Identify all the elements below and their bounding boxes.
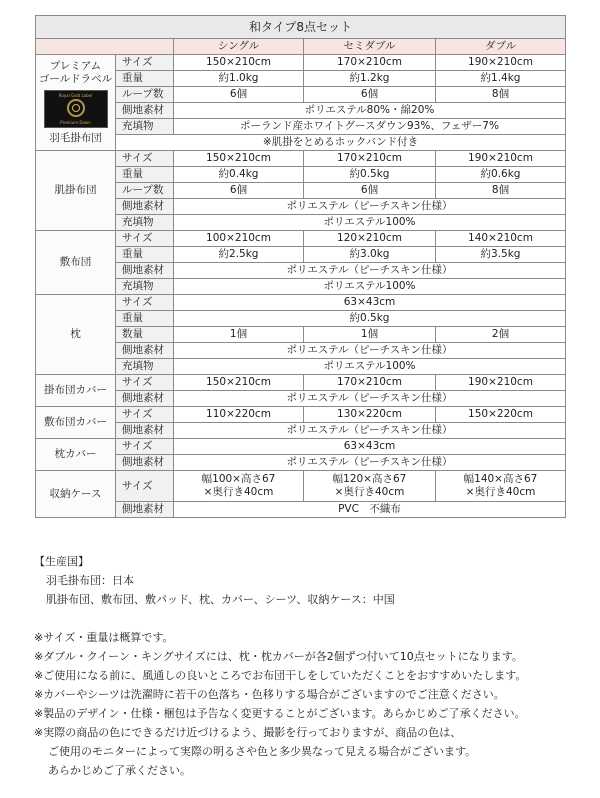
origin-line: 肌掛布団、敷布団、敷パッド、枕、カバー、シーツ、収納ケース：中国: [46, 593, 395, 606]
spec-value: 150×210cm: [174, 55, 304, 71]
category-cell: 敷布団: [36, 231, 116, 295]
header-blank: [36, 39, 174, 55]
spec-value-line: 幅100×高さ67: [201, 473, 276, 485]
notes: [34, 552, 594, 780]
category-label: 羽毛掛布団: [49, 132, 102, 144]
attribute-label: 側地素材: [116, 103, 174, 119]
attribute-label: サイズ: [116, 439, 174, 455]
note-line: あらかじめご了承ください。: [48, 764, 191, 777]
spec-value: 6個: [304, 87, 436, 103]
spec-value: 1個: [304, 327, 436, 343]
attribute-label: サイズ: [116, 471, 174, 502]
category-label: ゴールドラベル: [38, 73, 113, 85]
attribute-label: サイズ: [116, 407, 174, 423]
note-line: ご使用のモニターによって実際の明るさや色と多少異なって見える場合がございます。: [48, 745, 477, 758]
attribute-label: サイズ: [116, 231, 174, 247]
spec-value: 8個: [436, 87, 566, 103]
attribute-label: 充填物: [116, 119, 174, 135]
spec-value: 170×210cm: [304, 55, 436, 71]
category-cell: 肌掛布団: [36, 151, 116, 231]
attribute-label: 側地素材: [116, 423, 174, 439]
spec-value: PVC 不織布: [174, 502, 566, 518]
spec-value-line: 幅120×高さ67: [332, 473, 407, 485]
spec-value: 150×220cm: [436, 407, 566, 423]
category-cell: 枕: [36, 295, 116, 375]
spec-value: 約2.5kg: [174, 247, 304, 263]
attribute-label: 重量: [116, 311, 174, 327]
spec-value: 140×210cm: [436, 231, 566, 247]
attribute-label: 充填物: [116, 279, 174, 295]
attribute-label: サイズ: [116, 295, 174, 311]
spec-value: ポリエステル100%: [174, 279, 566, 295]
category-cell: 枕カバー: [36, 439, 116, 471]
attribute-label: 充填物: [116, 215, 174, 231]
spec-value: 63×43cm: [174, 295, 566, 311]
attribute-label: 側地素材: [116, 199, 174, 215]
attribute-label: 側地素材: [116, 502, 174, 518]
category-cell: 掛布団カバー: [36, 375, 116, 407]
origin-line: 羽毛掛布団：日本: [46, 574, 134, 587]
spec-value: ポリエステル（ピーチスキン仕様）: [174, 455, 566, 471]
category-cell: 敷布団カバー: [36, 407, 116, 439]
spec-value: 63×43cm: [174, 439, 566, 455]
spec-value: 1個: [174, 327, 304, 343]
spec-value: [436, 471, 566, 502]
attribute-label: ループ数: [116, 183, 174, 199]
spec-value: 6個: [174, 87, 304, 103]
spec-value: 170×210cm: [304, 375, 436, 391]
column-header: セミダブル: [304, 39, 436, 55]
spec-value: [174, 471, 304, 502]
spec-value-line: ×奥行き40cm: [203, 486, 274, 498]
attribute-label: ループ数: [116, 87, 174, 103]
attribute-label: 重量: [116, 247, 174, 263]
attribute-label: サイズ: [116, 151, 174, 167]
attribute-label: サイズ: [116, 375, 174, 391]
spec-value: ポーランド産ホワイトグースダウン93%、フェザー7%: [174, 119, 566, 135]
spec-value: 110×220cm: [174, 407, 304, 423]
spec-value: 約3.0kg: [304, 247, 436, 263]
column-header: シングル: [174, 39, 304, 55]
spec-value-line: 幅140×高さ67: [463, 473, 538, 485]
spec-value: [304, 471, 436, 502]
spec-value: 8個: [436, 183, 566, 199]
attribute-label: 側地素材: [116, 455, 174, 471]
column-header: ダブル: [436, 39, 566, 55]
spec-value: 170×210cm: [304, 151, 436, 167]
spec-value: 6個: [174, 183, 304, 199]
spec-value: ポリエステル100%: [174, 359, 566, 375]
origin-heading: 【生産国】: [34, 555, 89, 568]
spec-value: 190×210cm: [436, 375, 566, 391]
spec-value: 190×210cm: [436, 151, 566, 167]
attribute-label: 側地素材: [116, 343, 174, 359]
note-line: ※カバーやシーツは洗濯時に若干の色落ち・色移りする場合がございますのでご注意ください。: [34, 688, 505, 701]
spec-value-line: ×奥行き40cm: [465, 486, 536, 498]
spec-table: [35, 15, 566, 518]
note-line: ※実際の商品の色にできるだけ近づけるよう、撮影を行っておりますが、商品の色は、: [34, 726, 462, 739]
spec-note: ※肌掛をとめるホックバンド付き: [116, 135, 566, 151]
logo-text: Royal Gold Label: [58, 93, 93, 98]
spec-value: 約1.4kg: [436, 71, 566, 87]
category-cell: [36, 55, 116, 151]
category-cell: 収納ケース: [36, 471, 116, 518]
spec-value: ポリエステル（ピーチスキン仕様）: [174, 391, 566, 407]
spec-value: 150×210cm: [174, 151, 304, 167]
attribute-label: 重量: [116, 167, 174, 183]
spec-value: ポリエステル（ピーチスキン仕様）: [174, 199, 566, 215]
spec-value: 約1.0kg: [174, 71, 304, 87]
table-title: 和タイプ8点セット: [36, 16, 566, 39]
spec-value: 150×210cm: [174, 375, 304, 391]
spec-value: 約0.4kg: [174, 167, 304, 183]
product-logo-image: [44, 90, 108, 128]
spec-value: ポリエステル（ピーチスキン仕様）: [174, 423, 566, 439]
spec-value: 130×220cm: [304, 407, 436, 423]
attribute-label: 充填物: [116, 359, 174, 375]
spec-value: 約0.6kg: [436, 167, 566, 183]
attribute-label: 重量: [116, 71, 174, 87]
attribute-label: 側地素材: [116, 391, 174, 407]
category-label: プレミアム: [49, 60, 102, 72]
note-line: ※ダブル・クイーン・キングサイズには、枕・枕カバーが各2個ずつ付いて10点セットになります。: [34, 650, 523, 663]
spec-value: 2個: [436, 327, 566, 343]
spec-value: 約0.5kg: [304, 167, 436, 183]
spec-value: 120×210cm: [304, 231, 436, 247]
spec-value: 100×210cm: [174, 231, 304, 247]
spec-value: ポリエステル80%・綿20%: [174, 103, 566, 119]
spec-value: 6個: [304, 183, 436, 199]
spec-value: 約3.5kg: [436, 247, 566, 263]
spec-value: 約1.2kg: [304, 71, 436, 87]
spec-value: 約0.5kg: [174, 311, 566, 327]
spec-value: ポリエステル（ピーチスキン仕様）: [174, 343, 566, 359]
logo-text: Premium Down: [60, 120, 91, 125]
spec-value: ポリエステル100%: [174, 215, 566, 231]
note-line: ※ご使用になる前に、風通しの良いところでお布団干しをしていただくことをおすすめいたします。: [34, 669, 527, 682]
attribute-label: 数量: [116, 327, 174, 343]
spec-value-line: ×奥行き40cm: [334, 486, 405, 498]
spec-value: ポリエステル（ピーチスキン仕様）: [174, 263, 566, 279]
attribute-label: サイズ: [116, 55, 174, 71]
note-line: ※製品のデザイン・仕様・梱包は予告なく変更することがございます。あらかじめご了承ください。: [34, 707, 526, 720]
note-line: ※サイズ・重量は概算です。: [34, 631, 174, 644]
spec-value: 190×210cm: [436, 55, 566, 71]
attribute-label: 側地素材: [116, 263, 174, 279]
